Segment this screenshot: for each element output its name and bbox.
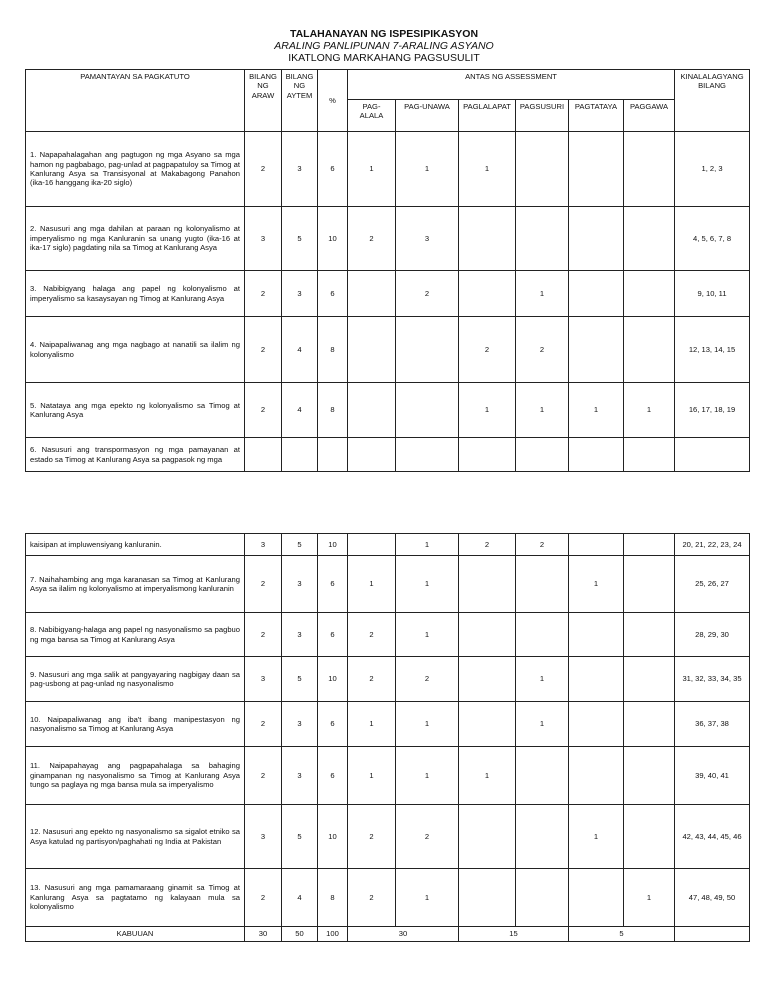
percent-cell: 8 — [318, 869, 348, 927]
bilang-araw-cell: 3 — [245, 207, 282, 271]
kinalalagyan-cell: 39, 40, 41 — [675, 747, 750, 805]
bilang-aytem-cell: 3 — [282, 132, 318, 207]
level-cell: 2 — [516, 534, 569, 556]
bilang-araw-cell: 2 — [245, 747, 282, 805]
header-percent: % — [318, 70, 348, 132]
level-cell: 1 — [348, 556, 396, 613]
table-row — [26, 613, 750, 657]
bilang-araw-cell: 2 — [245, 132, 282, 207]
percent-cell: 6 — [318, 613, 348, 657]
level-cell: 1 — [516, 383, 569, 438]
bilang-aytem-cell — [282, 438, 318, 472]
level-cell: 1 — [396, 869, 459, 927]
total-row — [26, 927, 750, 942]
kinalalagyan-cell: 47, 48, 49, 50 — [675, 869, 750, 927]
total-level-group: 15 — [459, 927, 569, 942]
bilang-aytem-cell: 3 — [282, 556, 318, 613]
percent-cell: 6 — [318, 132, 348, 207]
header-level: PAGGAWA — [624, 100, 675, 132]
level-cell: 2 — [348, 805, 396, 869]
level-cell: 1 — [348, 702, 396, 747]
competency-cell: 1. Napapahalagahan ang pagtugon ng mga Asyano sa mga hamon ng pagbabago, pag-unlad at pagpapatuloy sa Timog at Kanlurang Asya sa Transisyonal at Makabagong Panahon (ika-16 hanggang ika-20 siglo) — [26, 132, 245, 207]
kinalalagyan-cell: 20, 21, 22, 23, 24 — [675, 534, 750, 556]
document-title — [0, 28, 768, 64]
level-cell — [624, 438, 675, 472]
level-cell — [569, 438, 624, 472]
level-cell — [624, 702, 675, 747]
competency-cell: 8. Nabibigyang-halaga ang papel ng nasyonalismo sa pagbuo ng mga bansa sa Timog at Kanlurang Asya — [26, 613, 245, 657]
table-row — [26, 747, 750, 805]
level-cell — [624, 317, 675, 383]
kinalalagyan-cell: 25, 26, 27 — [675, 556, 750, 613]
level-cell — [569, 317, 624, 383]
kinalalagyan-cell: 42, 43, 44, 45, 46 — [675, 805, 750, 869]
total-araw: 30 — [245, 927, 282, 942]
level-cell — [516, 613, 569, 657]
header-level: PAGSUSURI — [516, 100, 569, 132]
kinalalagyan-cell: 28, 29, 30 — [675, 613, 750, 657]
header-kinalalagyan: KINALALAGYANG BILANG — [675, 70, 750, 132]
bilang-araw-cell — [245, 438, 282, 472]
level-cell: 2 — [459, 317, 516, 383]
level-cell — [569, 869, 624, 927]
level-cell: 1 — [624, 383, 675, 438]
kinalalagyan-cell: 12, 13, 14, 15 — [675, 317, 750, 383]
level-cell — [348, 534, 396, 556]
level-cell: 1 — [459, 132, 516, 207]
level-cell — [459, 271, 516, 317]
title-line-3: IKATLONG MARKAHANG PAGSUSULIT — [288, 52, 480, 64]
specification-table-part-2 — [25, 533, 750, 942]
level-cell: 2 — [348, 207, 396, 271]
level-cell — [624, 556, 675, 613]
level-cell: 1 — [396, 556, 459, 613]
competency-cell: 6. Nasusuri ang transpormasyon ng mga pamayanan at estado sa Timog at Kanlurang Asya sa pagpasok ng mga — [26, 438, 245, 472]
bilang-araw-cell: 3 — [245, 657, 282, 702]
level-cell — [348, 383, 396, 438]
bilang-araw-cell: 2 — [245, 271, 282, 317]
level-cell — [624, 613, 675, 657]
level-cell — [348, 438, 396, 472]
level-cell: 2 — [396, 271, 459, 317]
bilang-aytem-cell: 5 — [282, 657, 318, 702]
level-cell — [624, 534, 675, 556]
level-cell: 2 — [396, 805, 459, 869]
competency-cell: 7. Naihahambing ang mga karanasan sa Timog at Kanlurang Asya sa ilalim ng kolonyalismo at imperyalismong kanluranin — [26, 556, 245, 613]
table-row — [26, 207, 750, 271]
table-row — [26, 534, 750, 556]
bilang-araw-cell: 2 — [245, 613, 282, 657]
level-cell: 3 — [396, 207, 459, 271]
header-level: PAG-UNAWA — [396, 100, 459, 132]
level-cell: 1 — [396, 613, 459, 657]
level-cell: 1 — [459, 747, 516, 805]
percent-cell: 6 — [318, 271, 348, 317]
level-cell: 1 — [396, 132, 459, 207]
bilang-aytem-cell: 5 — [282, 805, 318, 869]
competency-cell: 3. Nabibigyang halaga ang papel ng kolonyalismo at imperyalismo sa kasaysayan ng Timog at Kanlurang Asya — [26, 271, 245, 317]
level-cell: 2 — [396, 657, 459, 702]
bilang-aytem-cell: 3 — [282, 747, 318, 805]
header-pamantayan: PAMANTAYAN SA PAGKATUTO — [26, 70, 245, 132]
header-level: PAGLALAPAT — [459, 100, 516, 132]
kinalalagyan-cell — [675, 438, 750, 472]
level-cell — [348, 317, 396, 383]
competency-cell: 2. Nasusuri ang mga dahilan at paraan ng kolonyalismo at imperyalismo ng mga Kanluranin sa unang yugto (ika-16 at ika-17 siglo) pagdating nila sa Timog at Kanlurang Asya — [26, 207, 245, 271]
table-row — [26, 805, 750, 869]
level-cell: 1 — [459, 383, 516, 438]
total-kinalalagyan — [675, 927, 750, 942]
total-aytem: 50 — [282, 927, 318, 942]
level-cell — [396, 317, 459, 383]
kinalalagyan-cell: 9, 10, 11 — [675, 271, 750, 317]
bilang-araw-cell: 2 — [245, 702, 282, 747]
level-cell — [459, 207, 516, 271]
kinalalagyan-cell: 1, 2, 3 — [675, 132, 750, 207]
level-cell: 1 — [569, 805, 624, 869]
level-cell: 2 — [459, 534, 516, 556]
percent-cell: 10 — [318, 207, 348, 271]
bilang-aytem-cell: 4 — [282, 383, 318, 438]
table-row — [26, 657, 750, 702]
level-cell: 1 — [624, 869, 675, 927]
title-line-1: TALAHANAYAN NG ISPESIPIKASYON — [289, 28, 479, 40]
table-row — [26, 132, 750, 207]
table-row — [26, 869, 750, 927]
level-cell — [396, 383, 459, 438]
level-cell — [516, 207, 569, 271]
level-cell: 1 — [516, 702, 569, 747]
percent-cell — [318, 438, 348, 472]
bilang-aytem-cell: 4 — [282, 869, 318, 927]
level-cell — [569, 747, 624, 805]
level-cell — [569, 207, 624, 271]
level-cell — [459, 702, 516, 747]
level-cell: 1 — [569, 556, 624, 613]
level-cell — [516, 556, 569, 613]
total-level-group: 5 — [569, 927, 675, 942]
level-cell: 2 — [516, 317, 569, 383]
level-cell — [459, 657, 516, 702]
kinalalagyan-cell: 16, 17, 18, 19 — [675, 383, 750, 438]
level-cell: 2 — [348, 869, 396, 927]
level-cell — [459, 438, 516, 472]
header-level: PAG-ALALA — [348, 100, 396, 132]
bilang-araw-cell: 2 — [245, 869, 282, 927]
kinalalagyan-cell: 4, 5, 6, 7, 8 — [675, 207, 750, 271]
percent-cell: 6 — [318, 747, 348, 805]
level-cell — [516, 805, 569, 869]
total-percent: 100 — [318, 927, 348, 942]
competency-cell: 12. Nasusuri ang epekto ng nasyonalismo sa sigalot etniko sa Asya katulad ng partisyon/paghahati ng India at Pakistan — [26, 805, 245, 869]
bilang-aytem-cell: 3 — [282, 702, 318, 747]
level-cell — [569, 702, 624, 747]
level-cell — [516, 747, 569, 805]
level-cell: 2 — [348, 613, 396, 657]
level-cell — [459, 805, 516, 869]
competency-cell: 13. Nasusuri ang mga pamamaraang ginamit sa Timog at Kanlurang Asya sa pagtatamo ng kalayaan mula sa kolonyalismo — [26, 869, 245, 927]
competency-cell: 10. Naipapaliwanag ang iba't ibang manipestasyon ng nasyonalismo sa Timog at Kanlurang Asya — [26, 702, 245, 747]
bilang-araw-cell: 2 — [245, 556, 282, 613]
competency-cell: 4. Naipapaliwanag ang mga nagbago at nanatili sa ilalim ng kolonyalismo — [26, 317, 245, 383]
level-cell: 1 — [569, 383, 624, 438]
bilang-araw-cell: 2 — [245, 383, 282, 438]
level-cell — [624, 207, 675, 271]
table-row — [26, 271, 750, 317]
level-cell: 1 — [396, 702, 459, 747]
title-line-2: ARALING PANLIPUNAN 7-ARALING ASYANO — [274, 40, 494, 52]
total-level-group: 30 — [348, 927, 459, 942]
table-row — [26, 702, 750, 747]
header-bilang-araw: BILANG NG ARAW — [245, 70, 282, 132]
level-cell — [459, 556, 516, 613]
level-cell — [459, 613, 516, 657]
percent-cell: 8 — [318, 383, 348, 438]
percent-cell: 10 — [318, 657, 348, 702]
level-cell — [396, 438, 459, 472]
level-cell: 1 — [396, 747, 459, 805]
percent-cell: 10 — [318, 805, 348, 869]
table-row — [26, 383, 750, 438]
level-cell — [624, 747, 675, 805]
level-cell — [624, 805, 675, 869]
level-cell — [569, 657, 624, 702]
level-cell — [569, 271, 624, 317]
kinalalagyan-cell: 31, 32, 33, 34, 35 — [675, 657, 750, 702]
level-cell: 1 — [348, 132, 396, 207]
header-antas: ANTAS NG ASSESSMENT — [348, 70, 675, 100]
level-cell — [516, 132, 569, 207]
bilang-aytem-cell: 5 — [282, 207, 318, 271]
bilang-araw-cell: 3 — [245, 805, 282, 869]
level-cell — [569, 132, 624, 207]
level-cell — [624, 271, 675, 317]
percent-cell: 6 — [318, 702, 348, 747]
level-cell: 1 — [396, 534, 459, 556]
level-cell: 1 — [516, 271, 569, 317]
level-cell: 1 — [348, 747, 396, 805]
level-cell — [516, 438, 569, 472]
total-label: KABUUAN — [26, 927, 245, 942]
competency-cell: 5. Natataya ang mga epekto ng kolonyalismo sa Timog at Kanlurang Asya — [26, 383, 245, 438]
bilang-aytem-cell: 5 — [282, 534, 318, 556]
level-cell — [569, 613, 624, 657]
bilang-araw-cell: 3 — [245, 534, 282, 556]
level-cell — [624, 132, 675, 207]
level-cell — [348, 271, 396, 317]
level-cell — [516, 869, 569, 927]
bilang-araw-cell: 2 — [245, 317, 282, 383]
competency-cell: 11. Naipapahayag ang pagpapahalaga sa bahaging ginampanan ng nasyonalismo sa Timog at Kanlurang Asya tungo sa paglaya ng mga bansa mula sa imperyalismo — [26, 747, 245, 805]
percent-cell: 6 — [318, 556, 348, 613]
level-cell — [624, 657, 675, 702]
bilang-aytem-cell: 3 — [282, 271, 318, 317]
bilang-aytem-cell: 3 — [282, 613, 318, 657]
level-cell — [569, 534, 624, 556]
bilang-aytem-cell: 4 — [282, 317, 318, 383]
specification-table-part-1 — [25, 69, 750, 472]
table-row — [26, 438, 750, 472]
level-cell: 1 — [516, 657, 569, 702]
percent-cell: 8 — [318, 317, 348, 383]
header-bilang-aytem: BILANG NG AYTEM — [282, 70, 318, 132]
header-level: PAGTATAYA — [569, 100, 624, 132]
level-cell: 2 — [348, 657, 396, 702]
competency-cell: kaisipan at impluwensiyang kanluranin. — [26, 534, 245, 556]
table-row — [26, 317, 750, 383]
percent-cell: 10 — [318, 534, 348, 556]
competency-cell: 9. Nasusuri ang mga salik at pangyayaring nagbigay daan sa pag-usbong at pag-unlad ng nasyonalismo — [26, 657, 245, 702]
kinalalagyan-cell: 36, 37, 38 — [675, 702, 750, 747]
table-row — [26, 556, 750, 613]
level-cell — [459, 869, 516, 927]
